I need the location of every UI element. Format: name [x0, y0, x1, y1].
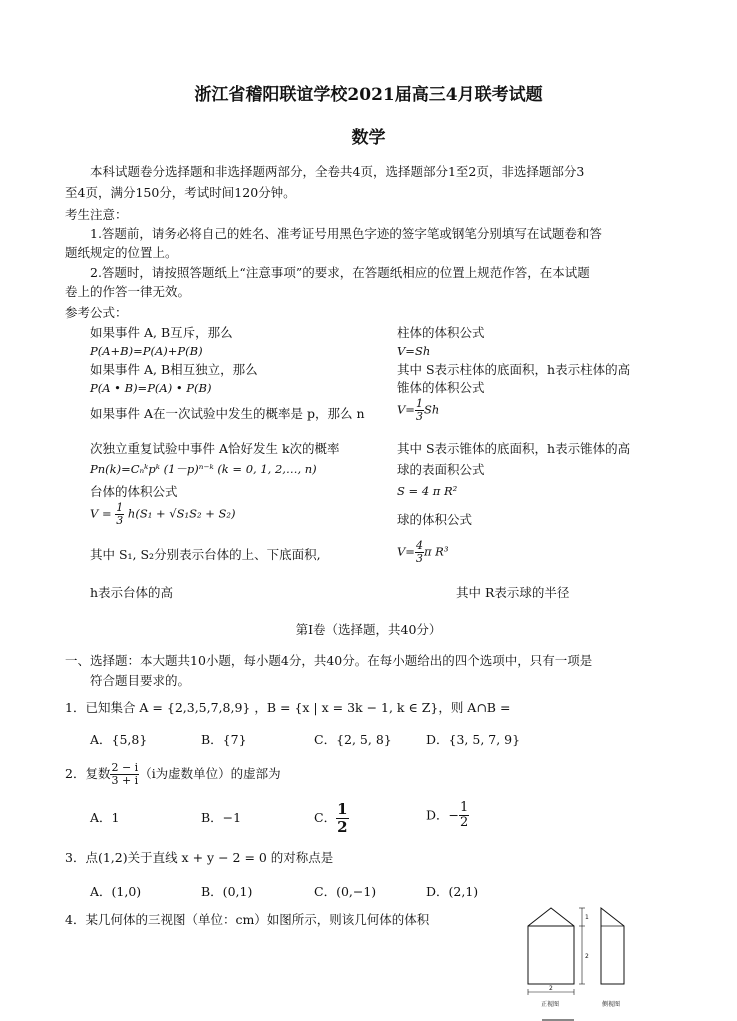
exam-title: 浙江省稽阳联谊学校2021届高三4月联考试题: [194, 85, 543, 105]
cone-rhs: Sh: [423, 402, 440, 417]
question-2-option-c: [314, 801, 349, 835]
option-c-frac-num: 1: [337, 800, 348, 818]
formula-frustum: [90, 502, 235, 527]
question-2-stem-pre: 2．复数: [65, 766, 111, 782]
sphere-vol-fraction: [415, 540, 424, 565]
question-2-option-d-fraction: [459, 801, 469, 831]
question-2-stem-post: （i为虚数单位）的虚部为: [139, 766, 281, 782]
question-3-stem: 3．点(1,2)关于直线 x + y − 2 = 0 的对称点是: [65, 850, 334, 865]
question-1-stem: 1．已知集合 A = {2,3,5,7,8,9} ，B = {x | x = 3k − 1, k ∈ Z}，则 A∩B =: [65, 700, 511, 715]
question-2-frac-num: 2 − i: [111, 761, 139, 774]
question-3-option-c: C．(0,−1): [314, 884, 377, 899]
frustum-fraction: [115, 502, 124, 527]
formulas-heading: 参考公式：: [65, 305, 128, 320]
question-1-option-b: B．{7}: [201, 732, 247, 747]
frustum-rhs: h(S₁ + √S₁S₂ + S₂): [127, 506, 236, 521]
formula-prob-text: 如果事件 A在一次试验中发生的概率是 p，那么 n: [90, 406, 365, 421]
question-3-option-b: B．(0,1): [201, 884, 253, 899]
question-2-frac-den: 3 + i: [111, 774, 139, 788]
question-4-stem: 4．某几何体的三视图（单位：cm）如图所示，则该几何体的体积: [65, 912, 430, 927]
cone-frac-num: 1: [415, 397, 423, 410]
part-title: 第Ⅰ卷（选择题，共40分）: [295, 622, 442, 637]
question-1-option-d: D．{3, 5, 7, 9}: [426, 732, 521, 747]
formula-exclusive-text: 如果事件 A, B互斥，那么: [90, 325, 233, 340]
question-1-option-a: A．{5,8}: [90, 732, 148, 747]
question-1-option-c: C．{2, 5, 8}: [314, 732, 392, 747]
formula-frustum-h: h表示台体的高: [90, 585, 174, 600]
dim-top-label: 1: [585, 914, 589, 921]
formula-repeat-text: 次独立重复试验中事件 A恰好发生 k次的概率: [90, 441, 340, 456]
notice-item-2-line-1: 2.答题时，请按照答题纸上“注意事项”的要求，在答题纸相应的位置上规范作答，在本试题: [90, 265, 590, 280]
notice-item-2-line-2: 卷上的作答一律无效。: [65, 284, 191, 299]
formula-sphere-area-title: 球的表面积公式: [397, 462, 485, 477]
formula-sphere-area: S = 4 π R²: [397, 484, 458, 498]
question-3-option-d: D．(2,1): [426, 884, 479, 899]
exam-subject: 数学: [351, 128, 386, 148]
side-view-label: 侧视图: [602, 1001, 621, 1008]
sphere-vol-lhs: V=: [397, 544, 415, 559]
sphere-vol-rhs: π R³: [423, 544, 449, 559]
intro-line-1: 本科试题卷分选择题和非选择题两部分，全卷共4页，选择题部分1至2页，非选择题部分3: [90, 164, 585, 179]
sphere-frac-num: 4: [415, 539, 423, 552]
formula-cone: [397, 398, 439, 423]
frustum-frac-num: 1: [116, 501, 124, 514]
formula-sphere-vol: [397, 540, 448, 565]
question-2-fraction: [110, 762, 139, 787]
question-2-stem: [65, 762, 281, 787]
formula-frustum-title: 台体的体积公式: [90, 484, 178, 499]
question-2-option-c-label: C．: [314, 809, 337, 825]
cone-frac-den: 3: [415, 410, 423, 424]
formula-independent-text: 如果事件 A, B相互独立，那么: [90, 362, 258, 377]
formula-prism-desc: 其中 S表示柱体的底面积，h表示柱体的高: [397, 362, 631, 377]
cone-fraction: [415, 398, 424, 423]
notice-item-1-line-1: 1.答题前，请务必将自己的姓名、准考证号用黑色字迹的签字笔或钢笔分别填写在试题卷和答: [90, 226, 602, 241]
frustum-frac-den: 3: [116, 514, 124, 528]
question-3-option-a: A．(1,0): [90, 884, 142, 899]
option-d-frac-num: 1: [460, 800, 469, 815]
front-view-outline: [528, 908, 574, 984]
question-2-option-a: A．1: [90, 810, 120, 825]
formula-frustum-desc: 其中 S₁, S₂分别表示台体的上、下底面积,: [90, 547, 321, 562]
notice-heading: 考生注意：: [65, 207, 128, 222]
formula-binomial: Pn(k)=Cₙᵏpᵏ (1－p)ⁿ⁻ᵏ (k = 0, 1, 2,…, n): [90, 462, 317, 476]
dim-height-label: 2: [585, 953, 589, 960]
frustum-lhs: V =: [90, 506, 112, 521]
formula-sphere-desc: 其中 R表示球的半径: [456, 585, 570, 600]
dim-width-label: 2: [549, 985, 553, 992]
three-view-figure: [516, 900, 636, 1021]
question-2-option-d-label: D．−: [426, 807, 459, 823]
formula-independent: P(A • B)=P(A) • P(B): [90, 381, 212, 395]
formula-cone-title: 锥体的体积公式: [397, 380, 485, 395]
side-view-outline: [601, 908, 624, 984]
option-c-frac-den: 2: [337, 817, 348, 836]
section-heading-line-2: 符合题目要求的。: [90, 673, 191, 688]
question-2-option-b: B．−1: [201, 810, 242, 825]
sphere-frac-den: 3: [415, 552, 423, 566]
cone-lhs: V=: [397, 402, 415, 417]
intro-line-2: 至4页，满分150分，考试时间120分钟。: [65, 185, 296, 200]
section-heading-line-1: 一、选择题：本大题共10小题，每小题4分，共40分。在每小题给出的四个选项中，只有一项是: [65, 653, 593, 668]
option-d-frac-den: 2: [460, 815, 469, 831]
front-view-label: 正视图: [541, 1001, 560, 1008]
formula-sphere-vol-title: 球的体积公式: [397, 512, 473, 527]
question-2-option-c-fraction: [336, 801, 348, 835]
formula-cone-desc: 其中 S表示锥体的底面积，h表示锥体的高: [397, 441, 631, 456]
question-2-option-d: [426, 801, 469, 831]
formula-prism-title: 柱体的体积公式: [397, 325, 485, 340]
notice-item-1-line-2: 题纸规定的位置上。: [65, 245, 178, 260]
formula-prism: V=Sh: [397, 344, 431, 358]
formula-exclusive: P(A+B)=P(A)+P(B): [90, 344, 203, 358]
